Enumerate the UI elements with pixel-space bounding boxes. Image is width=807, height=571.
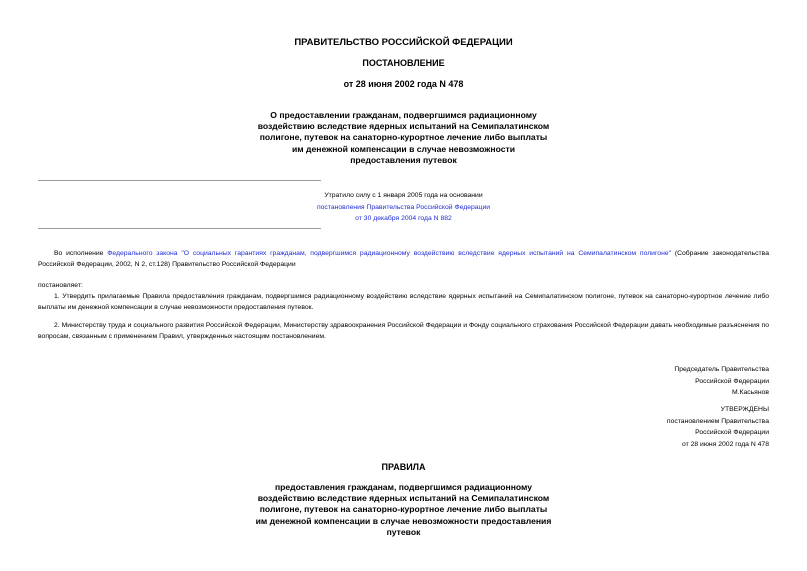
divider-bottom (38, 228, 321, 229)
signature-position: Председатель Правительства (674, 366, 769, 373)
intro-prefix: Во исполнение (54, 250, 108, 257)
repeal-act-date-link[interactable]: от 30 декабря 2004 года N 882 (355, 215, 452, 222)
resolve-word: постановляет: (38, 282, 83, 289)
approval-line: Российской Федерации (695, 429, 769, 436)
divider-top (38, 180, 321, 181)
repeal-act-link[interactable]: постановления Правительства Российской Федерации (316, 203, 491, 211)
subject-line: предоставления путевок (350, 154, 457, 165)
document-date-number: от 28 июня 2002 года N 478 (343, 79, 464, 89)
document-type-heading: ПОСТАНОВЛЕНИЕ (362, 58, 445, 68)
approval-line: постановлением Правительства (666, 417, 769, 425)
signature-name: М.Касьянов (731, 389, 769, 396)
item-1-paragraph: 1. Утвердить прилагаемые Правила предоставления гражданам, подвергшимся радиационному воздействию вследствие ядерных испытаний на Семипалатинском полигоне, путевок на санаторно-курортное лечение либо выплаты им денежной компенсации в случае невозможности предоставления путевок. (38, 293, 769, 311)
approval-date: от 28 июня 2002 года N 478 (681, 440, 769, 448)
subject-line: им денежной компенсации в случае невозможности (292, 143, 515, 154)
rules-title: ПРАВИЛА (381, 462, 426, 472)
signature-position-cont: Российской Федерации (695, 377, 769, 385)
government-heading: ПРАВИТЕЛЬСТВО РОССИЙСКОЙ ФЕДЕРАЦИИ (294, 37, 513, 48)
rules-subject-line: полигоне, путевок на санаторно-курортное лечение либо выплаты (259, 504, 548, 515)
rules-subject-line: воздействию вследствие ядерных испытаний на Семипалатинском (257, 493, 550, 504)
item-2-paragraph: 2. Министерству труда и социального развития Российской Федерации, Министерству здравоохранения Российской Федерации и Фонду социального страхования Российской Федерации давать необходимые разъяснения по вопросам, связанным с применением Правил, утвержденных настоящим постановлением. (38, 322, 769, 340)
status-note (0, 190, 807, 225)
rules-subject (0, 482, 807, 538)
subject-line: воздействию вследствие ядерных испытаний на Семипалатинском (257, 121, 550, 132)
document-subject (0, 110, 807, 166)
federal-law-link[interactable]: Федерального закона "О социальных гарантиях гражданам, подвергшимся радиационному воздействию вследствие ядерных испытаний на Семипалатинском полигоне" (107, 250, 672, 257)
rules-subject-line: предоставления гражданам, подвергшимся радиационному (274, 482, 533, 492)
subject-line: О предоставлении гражданам, подвергшимся радиационному (270, 110, 537, 120)
status-note-text: Утратило силу с 1 января 2005 года на основании (324, 192, 483, 199)
approval-block (569, 404, 769, 450)
intro-suffix: (Собрание законодательства Российской Федерации, 2002, N 2, ст.128) Правительство Российской Федерации (38, 250, 769, 268)
subject-line: полигоне, путевок на санаторно-курортное лечение либо выплаты (259, 132, 548, 143)
rules-subject-line: путевок (386, 526, 421, 537)
intro-paragraph (38, 249, 769, 270)
approval-title: УТВЕРЖДЕНЫ (720, 406, 769, 413)
rules-subject-line: им денежной компенсации в случае невозможности предоставления (255, 515, 552, 526)
signature-block (569, 364, 769, 399)
